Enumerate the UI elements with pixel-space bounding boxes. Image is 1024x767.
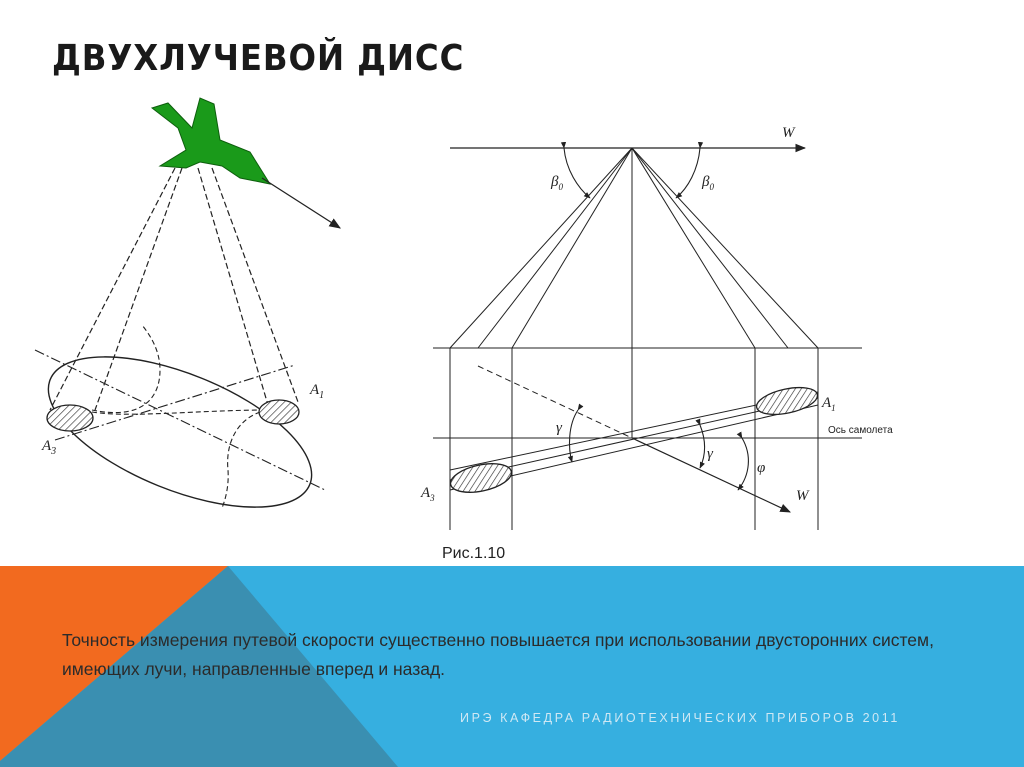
spot-a1-right <box>754 383 820 419</box>
label-beta-left: $\beta_0$ <box>551 174 563 192</box>
spot-a1 <box>259 400 299 424</box>
label-a1: $A_1$ <box>310 382 325 401</box>
beta-arc-left <box>564 148 590 198</box>
left-diagram <box>28 98 340 538</box>
ground-ellipse <box>28 326 331 538</box>
flight-direction-arrow <box>262 178 340 228</box>
slide-title: ДВУХЛУЧЕВОЙ ДИСС <box>52 38 465 79</box>
label-gamma-left: γ <box>556 420 562 436</box>
label-phi: φ <box>757 460 766 476</box>
aircraft-icon <box>152 98 270 184</box>
figure-caption: Рис.1.10 <box>442 545 506 562</box>
label-gamma-right: γ <box>707 446 713 462</box>
construction-curve-left <box>92 325 160 413</box>
label-a3-right: $A_3$ <box>421 485 435 503</box>
body-text: Точность измерения путевой скорости существенно повышается при использовании двусторонних систем, имеющих лучи, направленные вперед и назад. <box>62 630 934 679</box>
right-diagram <box>420 125 893 530</box>
label-w-bottom: W <box>796 488 809 504</box>
dashed-diagonal <box>478 366 632 438</box>
construction-curve-right <box>222 410 268 508</box>
label-beta-right: $\beta_0$ <box>702 174 714 192</box>
beta-arc-right <box>676 148 700 198</box>
gamma-arc-left <box>570 410 578 462</box>
beam-lines <box>450 148 818 348</box>
spot-a3-right <box>448 459 514 497</box>
label-a3: $A_3$ <box>42 438 57 457</box>
footer-credit: ИРЭ КАФЕДРА РАДИОТЕХНИЧЕСКИХ ПРИБОРОВ 2011 <box>460 711 900 725</box>
phi-arc <box>738 438 748 490</box>
label-w-top: W <box>782 125 795 141</box>
dashed-beams <box>50 168 298 410</box>
label-a1-right: $A_1$ <box>822 395 836 413</box>
label-aircraft-axis: Ось самолета <box>828 425 893 436</box>
spot-a3 <box>47 405 93 431</box>
